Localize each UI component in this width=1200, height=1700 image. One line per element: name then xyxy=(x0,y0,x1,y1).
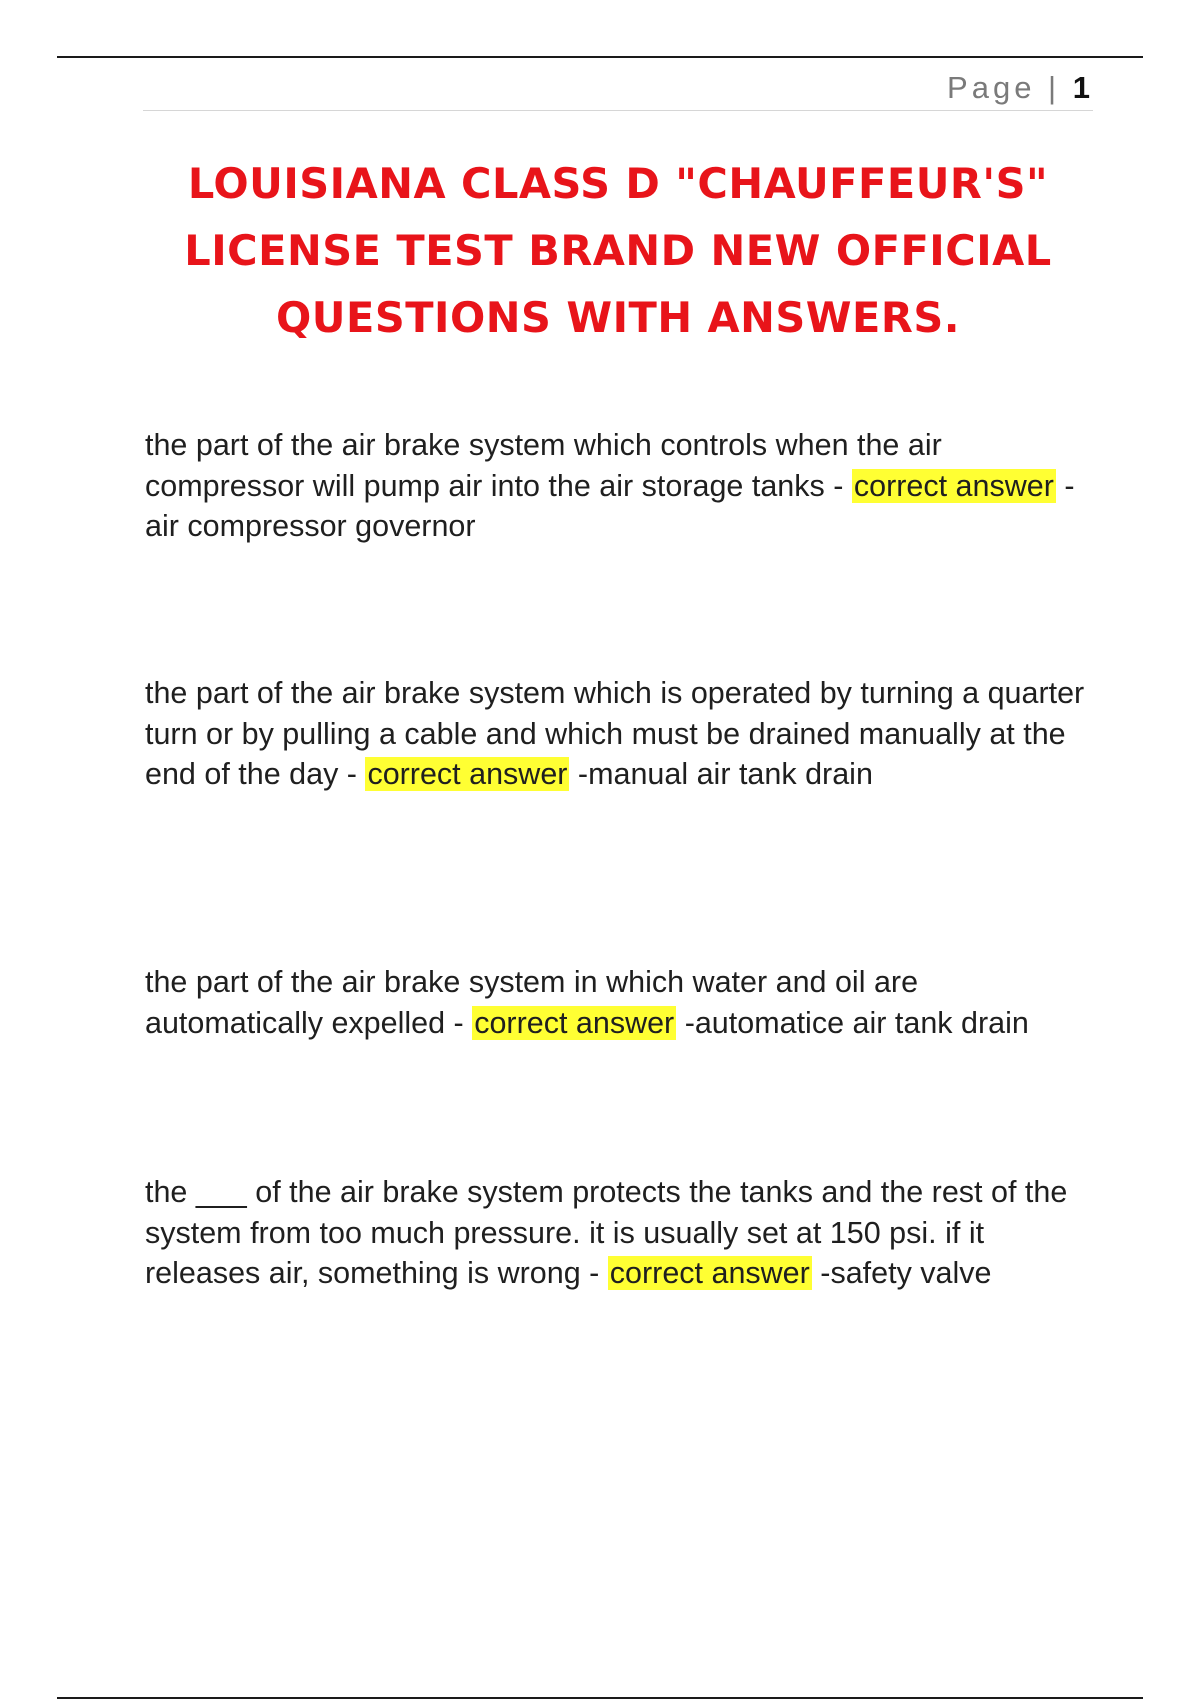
answer-text: -automatice air tank drain xyxy=(676,1005,1029,1040)
correct-answer-marker: correct answer xyxy=(367,757,568,791)
question-text: the ___ of the air brake system protects the tanks and the rest of the system from too much pressure. it is usually set at 150 psi. if it releases air, something is wrong - xyxy=(145,1175,1068,1290)
answer-text: -manual air tank drain xyxy=(569,757,873,791)
top-rule xyxy=(57,56,1143,58)
question-text: the part of the air brake system which is operated by turning a quarter turn or by pulling a cable and which must be drained manually at the end of the day - xyxy=(145,676,1085,791)
page-number-value: 1 xyxy=(1072,70,1090,105)
qa-item-2 xyxy=(145,673,1095,795)
bottom-rule xyxy=(57,1697,1143,1699)
qa-item-1 xyxy=(145,425,1095,547)
page-label: Page | xyxy=(947,70,1061,105)
correct-answer-marker: correct answer xyxy=(853,468,1054,503)
qa-item-4 xyxy=(145,1172,1095,1294)
correct-answer-marker: correct answer xyxy=(609,1256,810,1290)
page-number xyxy=(947,70,1090,106)
qa-item-3 xyxy=(145,962,1095,1043)
question-text: the part of the air brake system in which water and oil are automatically expelled - xyxy=(145,965,919,1040)
answer-text: -safety valve xyxy=(811,1256,992,1290)
document-title: LOUISIANA CLASS D "CHAUFFEUR'S" LICENSE TEST BRAND NEW OFFICIAL QUESTIONS WITH ANSWERS. xyxy=(184,159,1052,342)
question-text: the part of the air brake system which controls when the air compressor will pump air into the air storage tanks - xyxy=(145,428,942,503)
header-rule xyxy=(143,110,1093,111)
correct-answer-marker: correct answer xyxy=(474,1005,675,1040)
answer-text: -air compressor governor xyxy=(145,468,1075,543)
